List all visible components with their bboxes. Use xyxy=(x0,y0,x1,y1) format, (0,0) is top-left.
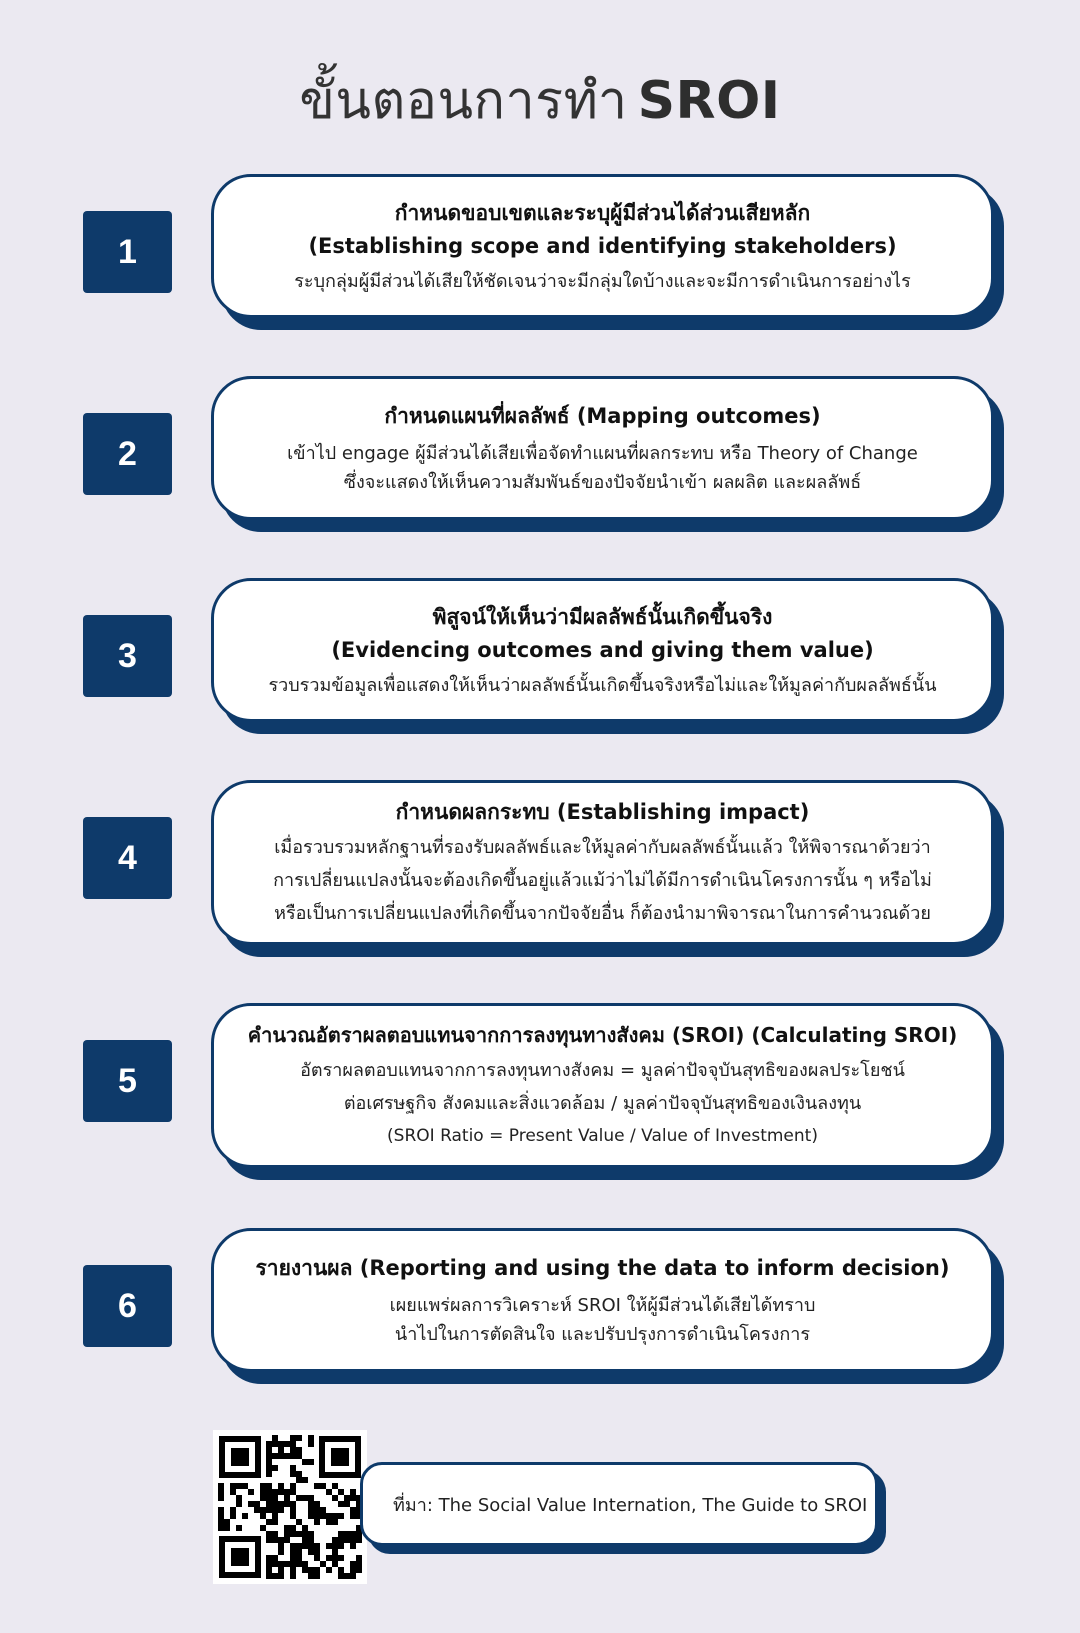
step-title: พิสูจน์ให้เห็นว่ามีผลลัพธ์นั้นเกิดขึ้นจริง xyxy=(432,604,773,629)
step-card-6 xyxy=(211,1228,994,1372)
page-title xyxy=(0,58,1080,141)
step-card-1 xyxy=(211,174,994,318)
step-number-2: 2 xyxy=(83,413,172,495)
step-description: ระบุกลุ่มผู้มีส่วนได้เสียให้ชัดเจนว่าจะมีกลุ่มใดบ้างและจะมีการดำเนินการอย่างไร xyxy=(294,270,911,292)
step-title: กำหนดขอบเขตและระบุผู้มีส่วนได้ส่วนเสียหลัก xyxy=(394,200,811,225)
source-box xyxy=(360,1462,878,1546)
step-number-3: 3 xyxy=(83,615,172,697)
page-title-thai: ขั้นตอนการทำ xyxy=(299,71,628,131)
source-text: ที่มา: The Social Value Internation, The Guide to SROI xyxy=(360,1462,878,1546)
step-description: ซึ่งจะแสดงให้เห็นความสัมพันธ์ของปัจจัยนำเข้า ผลผลิต และผลลัพธ์ xyxy=(343,471,862,493)
step-description: หรือเป็นการเปลี่ยนแปลงที่เกิดขึ้นจากปัจจัยอื่น ก็ต้องนำมาพิจารณาในการคำนวณด้วย xyxy=(274,902,931,924)
step-title: กำหนดผลกระทบ (Establishing impact) xyxy=(395,799,810,824)
step-number-4: 4 xyxy=(83,817,172,899)
step-card-5 xyxy=(211,1003,994,1168)
page-title-bold: SROI xyxy=(637,71,781,131)
step-title: รายงานผล (Reporting and using the data to inform decision) xyxy=(255,1255,950,1280)
step-description: เผยแพร่ผลการวิเคราะห์ SROI ให้ผู้มีส่วนได้เสียได้ทราบ xyxy=(389,1294,816,1316)
step-description: เมื่อรวบรวมหลักฐานที่รองรับผลลัพธ์และให้มูลค่ากับผลลัพธ์นั้นแล้ว ให้พิจารณาด้วยว่า xyxy=(274,836,931,858)
step-title-en: (Evidencing outcomes and giving them value) xyxy=(331,637,874,662)
step-number-1: 1 xyxy=(83,211,172,293)
step-description: ต่อเศรษฐกิจ สังคมและสิ่งแวดล้อม / มูลค่าปัจจุบันสุทธิของเงินลงทุน xyxy=(343,1092,862,1114)
step-number-6: 6 xyxy=(83,1265,172,1347)
qr-code[interactable] xyxy=(213,1430,367,1584)
step-title: คำนวณอัตราผลตอบแทนจากการลงทุนทางสังคม (SROI) (Calculating SROI) xyxy=(247,1022,958,1047)
step-description: นำไปในการตัดสินใจ และปรับปรุงการดำเนินโครงการ xyxy=(394,1323,811,1345)
step-card-3 xyxy=(211,578,994,722)
step-number-5: 5 xyxy=(83,1040,172,1122)
step-description: อัตราผลตอบแทนจากการลงทุนทางสังคม = มูลค่าปัจจุบันสุทธิของผลประโยชน์ xyxy=(300,1059,905,1081)
step-title-en: (Establishing scope and identifying stakeholders) xyxy=(308,233,897,258)
step-card-4 xyxy=(211,780,994,945)
step-title: กำหนดแผนที่ผลลัพธ์ (Mapping outcomes) xyxy=(384,403,821,428)
step-formula: (SROI Ratio = Present Value / Value of Investment) xyxy=(387,1125,818,1146)
qr-code-image xyxy=(213,1430,367,1584)
step-description: การเปลี่ยนแปลงนั้นจะต้องเกิดขึ้นอยู่แล้วแม้ว่าไม่ได้มีการดำเนินโครงการนั้น ๆ หรือไม่ xyxy=(273,869,932,891)
step-description: เข้าไป engage ผู้มีส่วนได้เสียเพื่อจัดทำแผนที่ผลกระทบ หรือ Theory of Change xyxy=(287,442,918,464)
step-card-2 xyxy=(211,376,994,520)
step-description: รวบรวมข้อมูลเพื่อแสดงให้เห็นว่าผลลัพธ์นั้นเกิดขึ้นจริงหรือไม่และให้มูลค่ากับผลลัพธ์นั้น xyxy=(268,674,937,696)
